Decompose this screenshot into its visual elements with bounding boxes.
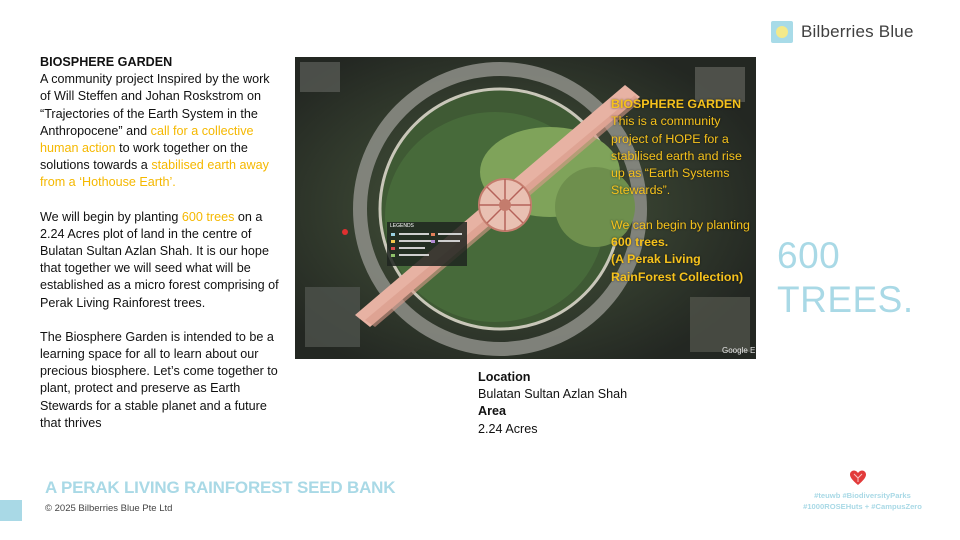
area-label: Area [478,404,507,419]
map-caption-planting-b: 600 trees. [611,235,669,250]
map-attribution: Google E [722,346,756,355]
tree-count-unit: TREES. [777,279,914,320]
map-caption-planting [611,217,753,286]
intro-p1-highlight-2: stabilised earth away from a ‘Hothouse Earth’. [40,158,269,190]
heart-icon [849,469,867,487]
hashtags [785,490,940,512]
location-details [478,369,738,438]
map-caption [611,96,753,303]
intro-title: BIOSPHERE GARDEN [40,55,173,69]
area-value: 2.24 Acres [478,421,538,436]
hashtags-line-1: #teuwb #BiodiversityParks [814,491,911,500]
intro-p1-text-b: to work together on the solutions towards a [40,141,248,173]
map-legend [387,222,467,266]
copyright-text: © 2025 Bilberries Blue Pte Ltd [45,503,173,514]
brand-logo [771,19,941,45]
intro-p1-highlight-1: call for a collective human action [40,123,254,156]
intro-paragraph-2 [40,209,280,312]
location-label: Location [478,370,531,384]
sun-square-icon [771,21,793,43]
tree-count-heading [777,234,947,322]
footer-accent-bar [0,500,22,521]
intro-text [40,54,280,449]
location-pin-icon [342,229,348,235]
map-caption-text: This is a community project of HOPE for a stabilised earth and rise up as “Earth Systems Stewards”. [611,114,742,198]
map-caption-planting-a: We can begin by planting [611,217,750,232]
location-value: Bulatan Sultan Azlan Shah [478,387,628,402]
hashtags-line-2: #1000ROSEHuts + #CampusZero [803,502,922,511]
intro-p2-text-a: We will begin by planting [40,209,182,224]
legend-title: LEGENDS [390,223,414,229]
brand-name: Bilberries Blue [801,22,914,41]
footer-title: A PERAK LIVING RAINFOREST SEED BANK [45,478,396,497]
intro-p2-text-b: on a 2.24 Acres plot of land in the centre of Bulatan Sultan Azlan Shah. It is our hope that together we will seed what will be established as a micro forest comprising of Perak Living Rainforest trees. [40,209,279,310]
map-caption-title: BIOSPHERE GARDEN [611,97,742,111]
tree-count-number: 600 [777,235,841,276]
intro-p1-text-a: A community project Inspired by the work of Will Steffen and Johan Roskstrom on “Trajectories of the Earth System in the Anthropocene” and [40,72,270,138]
intro-p2-highlight: 600 trees [181,209,235,224]
intro-paragraph-3: The Biosphere Garden is intended to be a learning space for all to learn about our precious biosphere. Let’s come together to plant, protect and preserve as Earth Stewards for a stable planet and a future that thrives [40,329,278,430]
map-caption-collection: (A Perak Living RainForest Collection) [611,252,744,284]
intro-paragraph-1 [40,71,280,191]
